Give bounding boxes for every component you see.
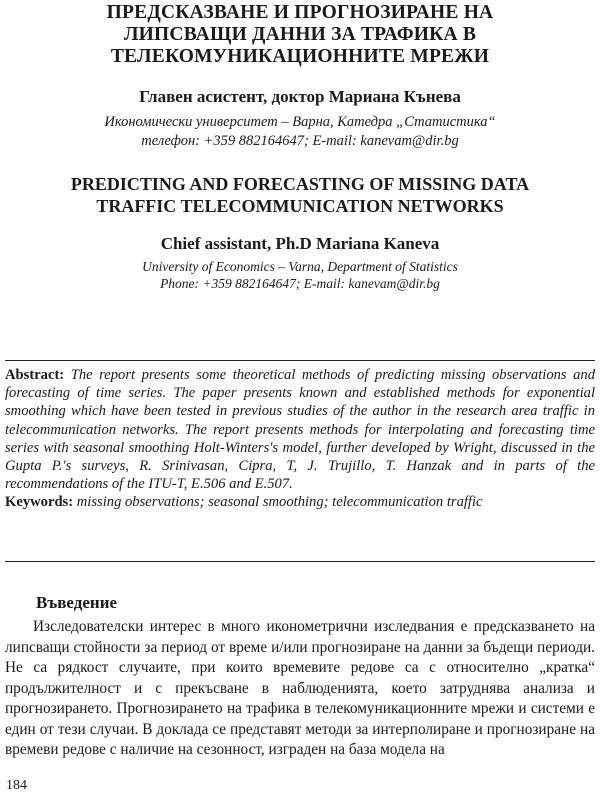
keywords-paragraph — [5, 493, 595, 511]
en-author: Chief assistant, Ph.D Mariana Kaneva — [160, 234, 440, 253]
abstract-paragraph — [5, 366, 595, 493]
en-contact: Phone: +359 882164647; E-mail: kanevam@dir.bg — [160, 276, 440, 291]
abstract-text: The report presents some theoretical methods of predicting missing observations and forecasting of time series. The paper presents known and established methods for exponential smoothing which have been tested in previous studies of the author in the research area traffic in telecommunication networks. The report presents methods for interpolating and forecasting time series with seasonal smoothing Holt-Winters's model, further developed by Wright, discussed in the Gupta P.'s surveys, R. Srinivasan, Cipra, T, J. Trujillo, T. Hanzak and in parts of the recommendations of the ITU-T, E.506 and E.507. — [5, 367, 595, 493]
bg-contact: телефон: +359 882164647; E-mail: kanevam@dir.bg — [141, 133, 459, 149]
abstract-top-rule — [5, 360, 595, 361]
en-title-line: PREDICTING AND FORECASTING OF MISSING DATA — [70, 174, 530, 194]
bg-affiliation: Икономически университет – Варна, Катедра „Статистика“ — [104, 114, 496, 130]
bulgarian-title — [0, 0, 600, 68]
page-number: 184 — [6, 778, 27, 793]
en-affiliation: University of Economics – Varna, Department of Statistics — [142, 259, 458, 274]
keywords-label: Keywords: — [5, 494, 74, 511]
english-title — [0, 173, 600, 217]
introduction-paragraph: Изследователски интерес в много иконометрични изследвания е предсказването на липсващи стойности за период от време и/или прогнозиране на данни за бъдещи периоди. Не са рядкост случаите, при които времевите редове са с относително „кратка“ продължителност и с прекъсване в наблюденията, което затруднява анализа и прогнозирането. Прогнозирането на трафика в телекомуникационните мрежи и системи е един от тези случаи. В доклада се представят методи за интерполиране и прогнозиране на времеви редове с наличие на сезонност, изграден на база модела на — [5, 618, 595, 758]
abstract-block — [5, 366, 595, 512]
abstract-label: Abstract: — [5, 367, 65, 383]
bg-title-line: ПРЕДСКАЗВАНЕ И ПРОГНОЗИРАНЕ НА — [106, 2, 494, 23]
keywords-text: missing observations; seasonal smoothing; telecommunication traffic — [76, 494, 483, 511]
en-title-line: TRAFFIC TELECOMMUNICATION NETWORKS — [96, 196, 504, 216]
bg-title-line: ТЕЛЕКОМУНИКАЦИОННИТЕ МРЕЖИ — [110, 46, 490, 67]
abstract-bottom-rule — [5, 561, 595, 562]
bg-author: Главен асистент, доктор Мариана Кънева — [139, 87, 461, 106]
section-heading-introduction: Въведение — [36, 593, 118, 612]
bg-title-line: ЛИПСВАЩИ ДАННИ ЗА ТРАФИКА В — [123, 24, 477, 45]
